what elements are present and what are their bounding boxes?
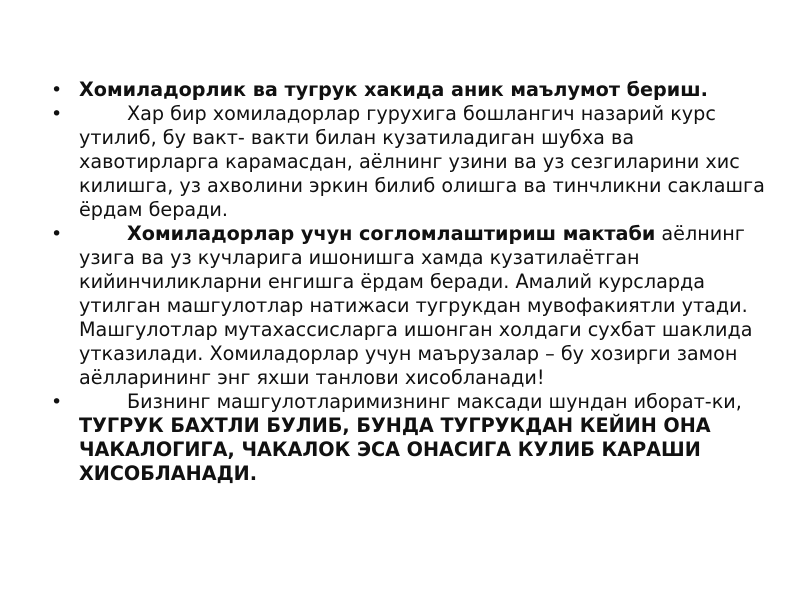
- bullet-2-text: Хар бир хомиладорлар гурухига бошлангич назарий курс утилиб, бу вакт- вакти билан кузатиладиган шубха ва хавотирларга карамасдан, аёлнинг узини ва уз сезгиларини хис килишга, уз ахволини эркин билиб олишга ва тинчликни саклашга ёрдам беради.: [79, 102, 765, 221]
- bullet-dot-icon: •: [51, 223, 63, 245]
- bullet-1-heading: Хомиладорлик ва тугрук хакида аник маълумот бериш.: [79, 78, 708, 101]
- bullet-item-2: [48, 102, 773, 222]
- slide-content: [48, 78, 773, 486]
- bullet-3-heading: Хомиладорлар учун согломлаштириш мактаби: [127, 222, 656, 245]
- bullet-dot-icon: •: [51, 79, 63, 101]
- bullet-list: [48, 78, 773, 486]
- bullet-item-1: [48, 78, 773, 102]
- bullet-item-3: [48, 222, 773, 390]
- bullet-item-4: [48, 390, 773, 486]
- bullet-3-text: аёлнинг узига ва уз кучларига ишонишга хамда кузатилаётган кийинчиликларни енгишга ёрдам беради. Амалий курсларда утилган машгулотлар натижаси тугрукдан мувофакиятли утади. Машгулотлар мутахассисларга ишонган холдаги сухбат шаклида утказилади. Хомиладорлар учун маърузалар – бу хозирги замон аёлларининг энг яхши танлови хисобланади!: [79, 222, 753, 389]
- bullet-4-emphasis: ТУГРУК БАХТЛИ БУЛИБ, БУНДА ТУГРУКДАН КЕЙИН ОНА ЧАКАЛОГИГА, ЧАКАЛОК ЭСА ОНАСИГА КУЛИБ КАРАШИ ХИСОБЛАНАДИ.: [79, 414, 711, 485]
- bullet-dot-icon: •: [51, 391, 63, 413]
- bullet-4-text: Бизнинг машгулотларимизнинг максади шундан иборат-ки,: [127, 390, 742, 413]
- bullet-dot-icon: •: [51, 103, 63, 125]
